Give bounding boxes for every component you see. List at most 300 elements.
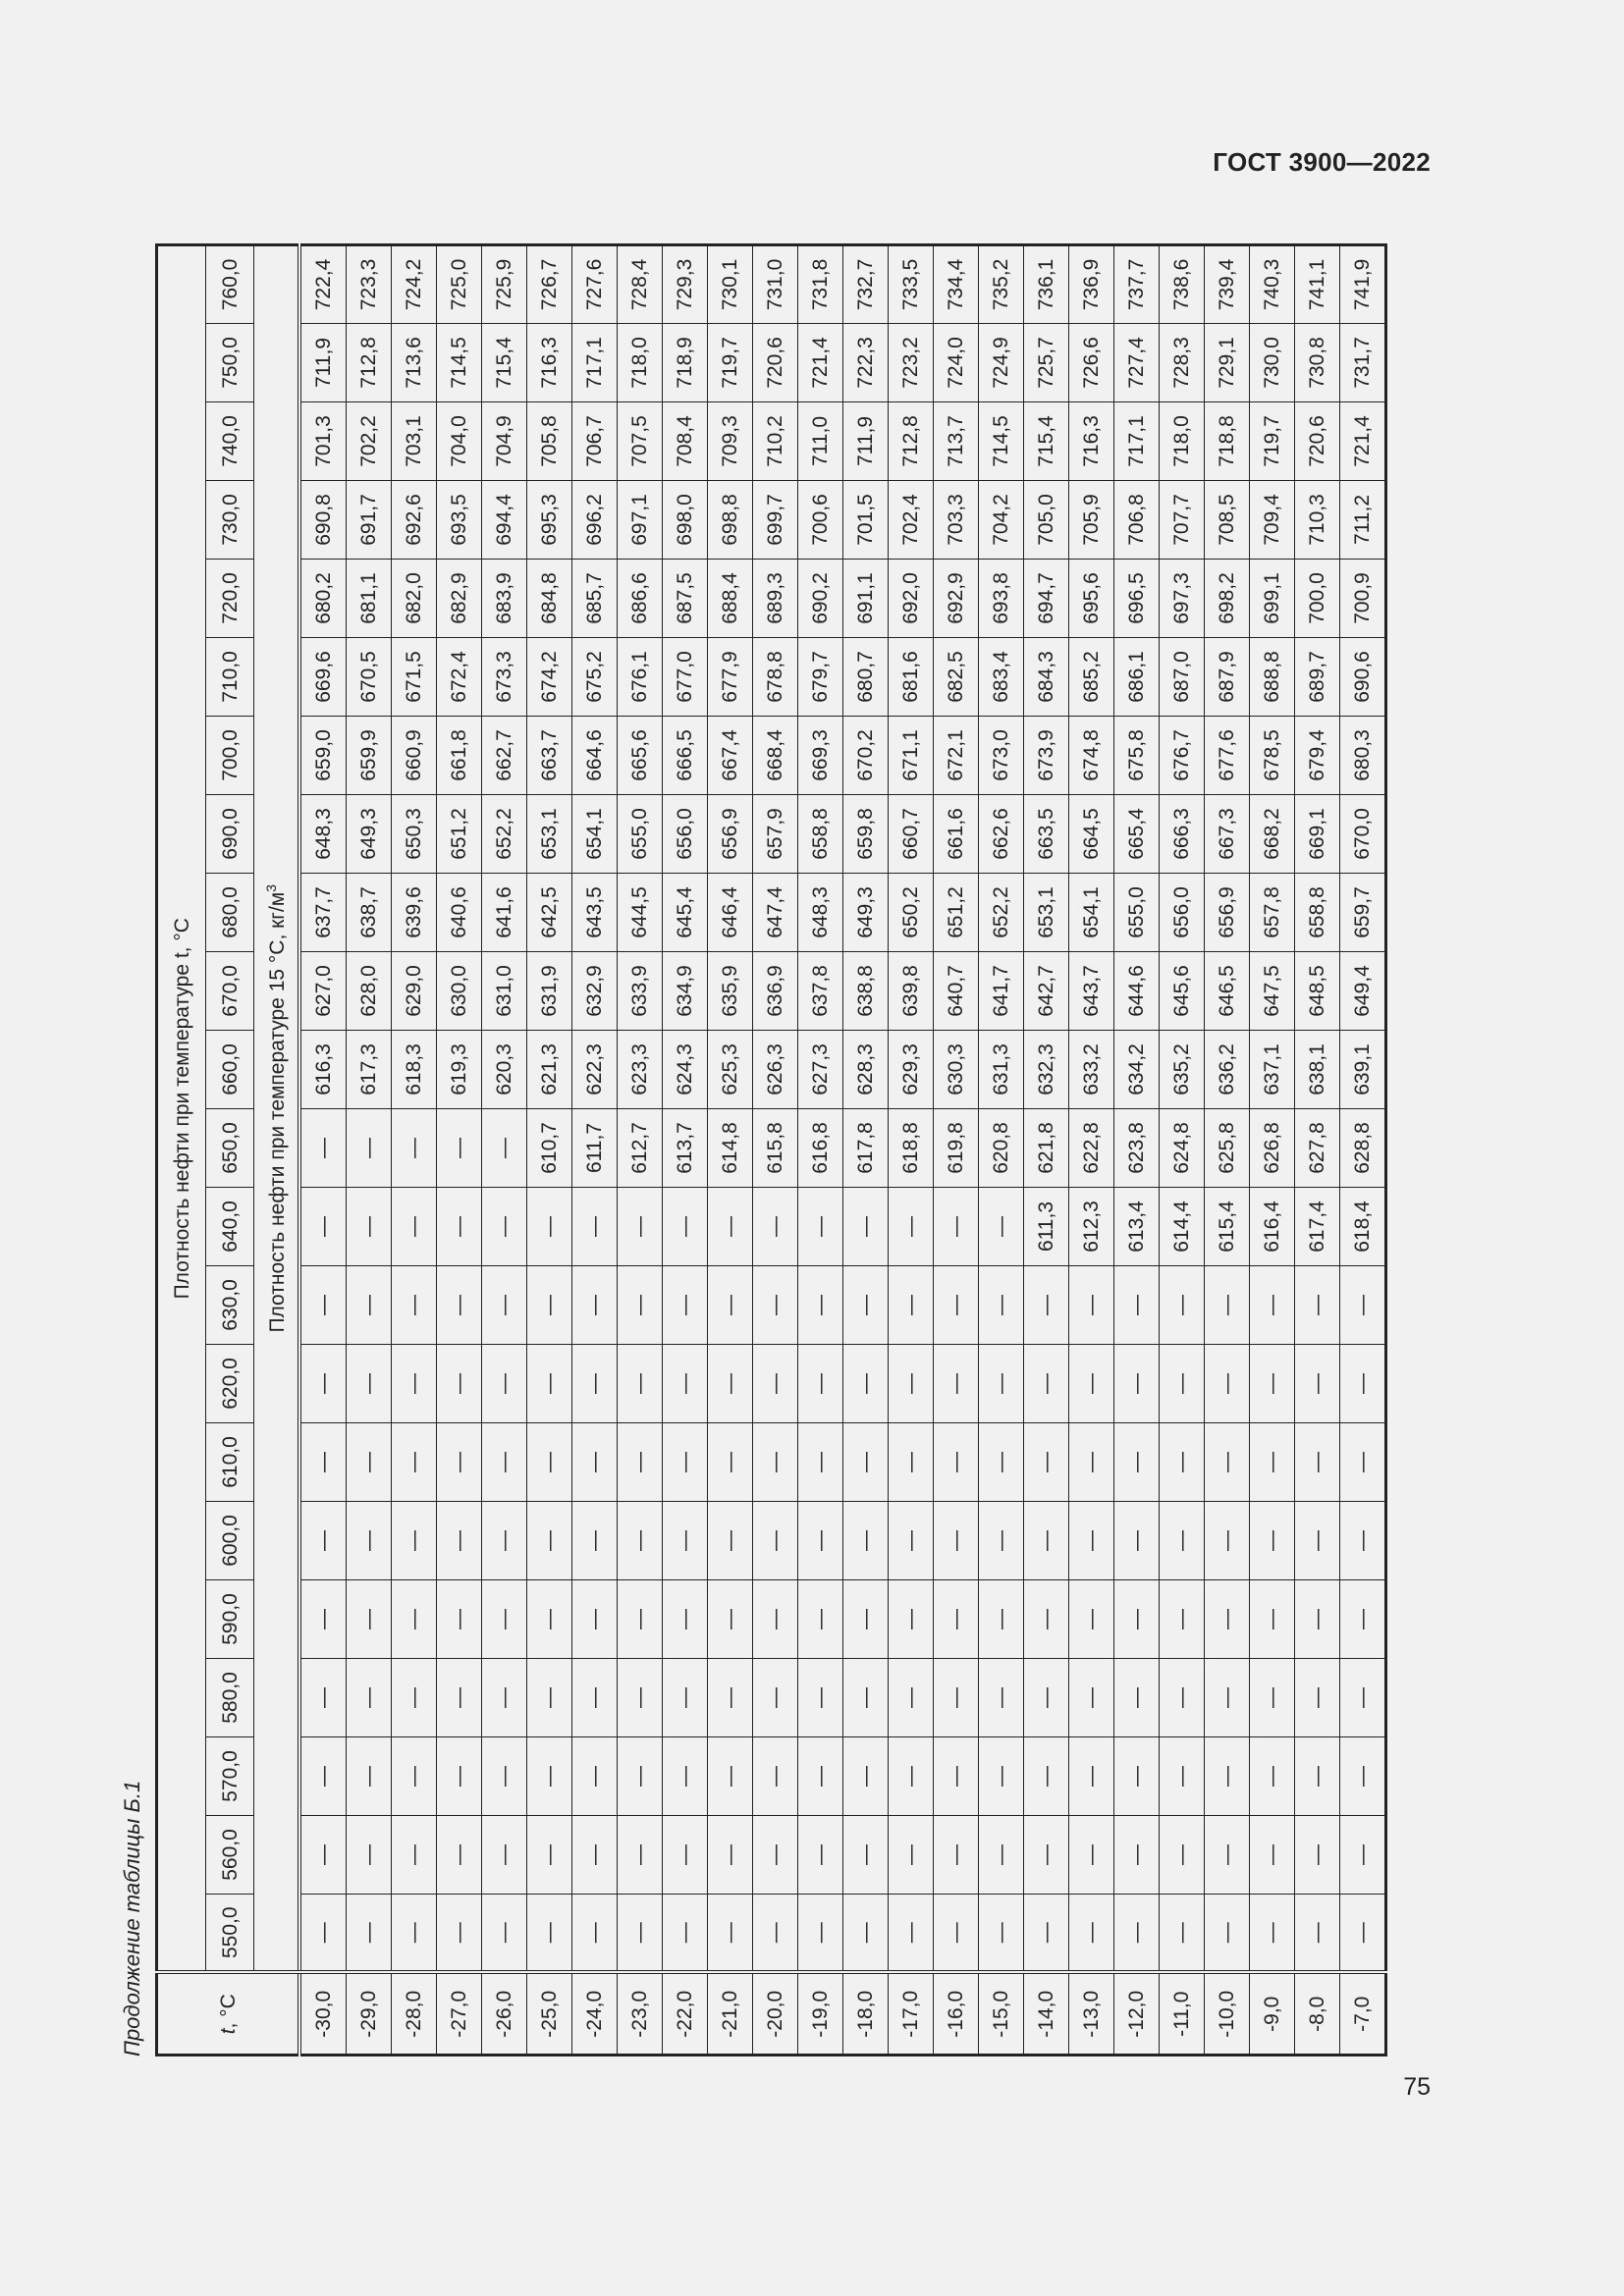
density-cell: 682,5 xyxy=(934,638,979,717)
density-cell: — xyxy=(1024,1423,1069,1502)
density-cell: — xyxy=(1250,1659,1295,1737)
table-row xyxy=(437,245,482,2056)
density-cell: — xyxy=(663,1737,708,1816)
density-cell: 680,7 xyxy=(843,638,889,717)
column-header: 750,0 xyxy=(206,324,254,402)
density-cell: — xyxy=(392,1502,437,1580)
density-cell: 660,7 xyxy=(889,795,934,874)
density-cell: 697,1 xyxy=(618,481,663,560)
temperature-cell: -10,0 xyxy=(1205,1973,1250,2056)
density-cell: 725,9 xyxy=(482,245,527,324)
density-cell: — xyxy=(1295,1423,1340,1502)
density-cell: 693,8 xyxy=(979,560,1024,638)
density-cell: — xyxy=(934,1580,979,1659)
temperature-cell: -21,0 xyxy=(708,1973,753,2056)
column-header: 550,0 xyxy=(206,1895,254,1973)
subheader-sup: 3 xyxy=(263,883,279,892)
density-cell: — xyxy=(1205,1266,1250,1345)
density-cell: — xyxy=(347,1816,392,1895)
density-cell: — xyxy=(527,1816,572,1895)
density-cell: — xyxy=(1205,1345,1250,1423)
density-cell: 677,6 xyxy=(1205,717,1250,795)
density-cell: 690,2 xyxy=(798,560,843,638)
density-cell: 658,8 xyxy=(798,795,843,874)
density-cell: — xyxy=(753,1580,798,1659)
density-cell: 634,2 xyxy=(1114,1031,1160,1109)
density-cell: — xyxy=(527,1895,572,1973)
density-cell: — xyxy=(753,1502,798,1580)
density-cell: — xyxy=(437,1502,482,1580)
density-cell: — xyxy=(1069,1737,1114,1816)
density-cell: — xyxy=(299,1109,347,1188)
density-cell: — xyxy=(753,1266,798,1345)
density-cell: — xyxy=(1205,1659,1250,1737)
column-header: 760,0 xyxy=(206,245,254,324)
density-cell: 687,5 xyxy=(663,560,708,638)
table-row xyxy=(1295,245,1340,2056)
density-cell: — xyxy=(527,1188,572,1266)
density-cell: 706,7 xyxy=(572,402,618,481)
density-cell: 740,3 xyxy=(1250,245,1295,324)
table-row xyxy=(1114,245,1160,2056)
density-cell: — xyxy=(843,1345,889,1423)
density-cell: — xyxy=(299,1895,347,1973)
density-cell: 628,8 xyxy=(1340,1109,1386,1188)
density-cell: 718,9 xyxy=(663,324,708,402)
density-cell: — xyxy=(1340,1895,1386,1973)
density-cell: — xyxy=(1069,1423,1114,1502)
density-cell: — xyxy=(392,1423,437,1502)
density-cell: — xyxy=(618,1423,663,1502)
density-cell: — xyxy=(708,1659,753,1737)
density-cell: — xyxy=(1295,1737,1340,1816)
density-cell: — xyxy=(572,1345,618,1423)
density-cell: 667,4 xyxy=(708,717,753,795)
density-cell: 659,8 xyxy=(843,795,889,874)
density-cell: 704,9 xyxy=(482,402,527,481)
density-cell: 618,8 xyxy=(889,1109,934,1188)
density-cell: 659,7 xyxy=(1340,874,1386,952)
density-cell: — xyxy=(843,1895,889,1973)
density-cell: — xyxy=(753,1816,798,1895)
density-cell: 686,6 xyxy=(618,560,663,638)
density-cell: 722,4 xyxy=(299,245,347,324)
table-row xyxy=(1250,245,1295,2056)
density-cell: 680,3 xyxy=(1340,717,1386,795)
density-cell: 648,3 xyxy=(798,874,843,952)
density-cell: — xyxy=(347,1895,392,1973)
density-cell: 632,9 xyxy=(572,952,618,1031)
density-cell: — xyxy=(889,1737,934,1816)
density-cell: 644,6 xyxy=(1114,952,1160,1031)
density-cell: 683,9 xyxy=(482,560,527,638)
density-cell: 692,6 xyxy=(392,481,437,560)
density-cell: 638,7 xyxy=(347,874,392,952)
density-cell: 648,3 xyxy=(299,795,347,874)
column-header: 610,0 xyxy=(206,1423,254,1502)
density-cell: — xyxy=(979,1345,1024,1423)
density-cell: — xyxy=(299,1423,347,1502)
density-cell: 616,4 xyxy=(1250,1188,1295,1266)
density-cell: — xyxy=(889,1502,934,1580)
density-cell: 639,6 xyxy=(392,874,437,952)
density-cell: — xyxy=(1295,1266,1340,1345)
density-cell: 684,3 xyxy=(1024,638,1069,717)
density-cell: 664,5 xyxy=(1069,795,1114,874)
density-cell: 631,0 xyxy=(482,952,527,1031)
density-cell: — xyxy=(843,1659,889,1737)
density-cell: 694,4 xyxy=(482,481,527,560)
density-cell: 623,8 xyxy=(1114,1109,1160,1188)
density-cell: — xyxy=(1205,1580,1250,1659)
density-cell: 622,8 xyxy=(1069,1109,1114,1188)
density-cell: — xyxy=(482,1109,527,1188)
density-cell: — xyxy=(934,1737,979,1816)
density-cell: 676,7 xyxy=(1160,717,1205,795)
density-cell: — xyxy=(934,1502,979,1580)
density-cell: 737,7 xyxy=(1114,245,1160,324)
density-cell: 692,9 xyxy=(934,560,979,638)
temperature-cell: -12,0 xyxy=(1114,1973,1160,2056)
density-cell: — xyxy=(618,1737,663,1816)
density-cell: — xyxy=(934,1895,979,1973)
density-cell: 678,8 xyxy=(753,638,798,717)
density-cell: 695,3 xyxy=(527,481,572,560)
density-cell: — xyxy=(753,1188,798,1266)
density-cell: — xyxy=(392,1109,437,1188)
density-cell: — xyxy=(527,1737,572,1816)
density-cell: 676,1 xyxy=(618,638,663,717)
density-cell: 689,7 xyxy=(1295,638,1340,717)
density-cell: 718,8 xyxy=(1205,402,1250,481)
density-cell: — xyxy=(1024,1816,1069,1895)
density-cell: 700,9 xyxy=(1340,560,1386,638)
density-cell: 619,3 xyxy=(437,1031,482,1109)
density-cell: — xyxy=(1114,1423,1160,1502)
density-cell: — xyxy=(979,1580,1024,1659)
density-cell: 660,9 xyxy=(392,717,437,795)
density-cell: 637,7 xyxy=(299,874,347,952)
density-cell: 672,1 xyxy=(934,717,979,795)
temperature-cell: -26,0 xyxy=(482,1973,527,2056)
density-cell: — xyxy=(663,1345,708,1423)
density-cell: 621,3 xyxy=(527,1031,572,1109)
density-cell: — xyxy=(1160,1895,1205,1973)
density-cell: 620,3 xyxy=(482,1031,527,1109)
density-cell: 730,8 xyxy=(1295,324,1340,402)
density-cell: 682,9 xyxy=(437,560,482,638)
density-cell: 635,9 xyxy=(708,952,753,1031)
density-cell: — xyxy=(1340,1345,1386,1423)
density-cell: — xyxy=(618,1659,663,1737)
density-cell: — xyxy=(618,1188,663,1266)
table-row xyxy=(979,245,1024,2056)
density-cell: 727,6 xyxy=(572,245,618,324)
density-cell: 643,7 xyxy=(1069,952,1114,1031)
density-cell: 724,0 xyxy=(934,324,979,402)
density-cell: — xyxy=(979,1188,1024,1266)
density-cell: — xyxy=(798,1737,843,1816)
density-cell: 710,3 xyxy=(1295,481,1340,560)
density-cell: — xyxy=(708,1502,753,1580)
density-cell: 725,0 xyxy=(437,245,482,324)
density-cell: — xyxy=(347,1109,392,1188)
density-cell: — xyxy=(1069,1266,1114,1345)
density-cell: 645,6 xyxy=(1160,952,1205,1031)
density-cell: — xyxy=(1295,1659,1340,1737)
column-header: 600,0 xyxy=(206,1502,254,1580)
density-cell: 653,1 xyxy=(527,795,572,874)
density-cell: — xyxy=(663,1502,708,1580)
density-cell: — xyxy=(618,1345,663,1423)
density-cell: 721,4 xyxy=(1340,402,1386,481)
density-cell: 713,6 xyxy=(392,324,437,402)
density-cell: 705,9 xyxy=(1069,481,1114,560)
density-cell: — xyxy=(1160,1580,1205,1659)
density-cell: — xyxy=(708,1345,753,1423)
density-cell: 649,3 xyxy=(347,795,392,874)
density-cell: — xyxy=(843,1816,889,1895)
density-cell: 652,2 xyxy=(979,874,1024,952)
subheader xyxy=(254,245,300,1973)
density-cell: 656,9 xyxy=(708,795,753,874)
density-cell: — xyxy=(527,1659,572,1737)
density-cell: 616,3 xyxy=(299,1031,347,1109)
density-cell: — xyxy=(482,1895,527,1973)
density-cell: — xyxy=(347,1737,392,1816)
density-cell: 690,6 xyxy=(1340,638,1386,717)
density-cell: 714,5 xyxy=(437,324,482,402)
density-cell: — xyxy=(708,1737,753,1816)
density-cell: 724,9 xyxy=(979,324,1024,402)
density-cell: — xyxy=(1114,1266,1160,1345)
density-cell: 686,1 xyxy=(1114,638,1160,717)
column-header: 590,0 xyxy=(206,1580,254,1659)
density-cell: — xyxy=(482,1816,527,1895)
density-cell: 693,5 xyxy=(437,481,482,560)
density-cell: 662,6 xyxy=(979,795,1024,874)
density-cell: 677,9 xyxy=(708,638,753,717)
density-cell: 651,2 xyxy=(437,795,482,874)
density-cell: 637,1 xyxy=(1250,1031,1295,1109)
density-cell: 703,3 xyxy=(934,481,979,560)
density-cell: — xyxy=(347,1188,392,1266)
density-cell: 656,9 xyxy=(1205,874,1250,952)
density-cell: 704,2 xyxy=(979,481,1024,560)
column-header: 660,0 xyxy=(206,1031,254,1109)
density-cell: — xyxy=(392,1266,437,1345)
density-cell: 683,4 xyxy=(979,638,1024,717)
density-cell: 669,6 xyxy=(299,638,347,717)
density-cell: 731,7 xyxy=(1340,324,1386,402)
density-cell: 729,1 xyxy=(1205,324,1250,402)
density-cell: 719,7 xyxy=(708,324,753,402)
t-variable: t xyxy=(216,2028,240,2035)
density-cell: 696,2 xyxy=(572,481,618,560)
density-cell: — xyxy=(889,1345,934,1423)
density-cell: — xyxy=(1160,1659,1205,1737)
temperature-cell: -8,0 xyxy=(1295,1973,1340,2056)
density-cell: 675,2 xyxy=(572,638,618,717)
table-row xyxy=(572,245,618,2056)
density-cell: 702,4 xyxy=(889,481,934,560)
density-cell: 655,0 xyxy=(1114,874,1160,952)
temperature-cell: -9,0 xyxy=(1250,1973,1295,2056)
density-cell: 681,1 xyxy=(347,560,392,638)
density-cell: 723,3 xyxy=(347,245,392,324)
density-cell: 634,9 xyxy=(663,952,708,1031)
density-cell: 709,4 xyxy=(1250,481,1295,560)
table-row xyxy=(1024,245,1069,2056)
density-cell: — xyxy=(392,1188,437,1266)
density-cell: — xyxy=(979,1266,1024,1345)
density-cell: — xyxy=(1114,1345,1160,1423)
temperature-cell: -20,0 xyxy=(753,1973,798,2056)
table-row xyxy=(1340,245,1386,2056)
density-cell: 650,2 xyxy=(889,874,934,952)
density-cell: 612,3 xyxy=(1069,1188,1114,1266)
density-cell: 661,8 xyxy=(437,717,482,795)
density-cell: 717,1 xyxy=(1114,402,1160,481)
density-cell: 671,1 xyxy=(889,717,934,795)
density-cell: 666,5 xyxy=(663,717,708,795)
density-cell: — xyxy=(482,1580,527,1659)
density-cell: — xyxy=(1069,1502,1114,1580)
density-cell: — xyxy=(482,1737,527,1816)
density-cell: — xyxy=(392,1816,437,1895)
density-cell: — xyxy=(798,1895,843,1973)
density-cell: — xyxy=(1069,1580,1114,1659)
density-cell: — xyxy=(437,1109,482,1188)
density-cell: — xyxy=(1250,1580,1295,1659)
density-cell: 643,5 xyxy=(572,874,618,952)
density-cell: — xyxy=(889,1580,934,1659)
density-cell: — xyxy=(347,1502,392,1580)
density-cell: — xyxy=(347,1580,392,1659)
density-cell: — xyxy=(798,1188,843,1266)
density-cell: 640,6 xyxy=(437,874,482,952)
density-cell: — xyxy=(1160,1423,1205,1502)
temperature-cell: -13,0 xyxy=(1069,1973,1114,2056)
density-cell: — xyxy=(1295,1816,1340,1895)
density-cell: — xyxy=(1205,1502,1250,1580)
density-cell: — xyxy=(1024,1659,1069,1737)
density-cell: — xyxy=(1205,1423,1250,1502)
table-row xyxy=(889,245,934,2056)
density-cell: 721,4 xyxy=(798,324,843,402)
density-cell: 624,3 xyxy=(663,1031,708,1109)
density-cell: 630,3 xyxy=(934,1031,979,1109)
density-cell: — xyxy=(1340,1580,1386,1659)
density-cell: 728,4 xyxy=(618,245,663,324)
density-cell: — xyxy=(1114,1580,1160,1659)
density-cell: 625,3 xyxy=(708,1031,753,1109)
density-cell: 615,8 xyxy=(753,1109,798,1188)
density-cell: 689,3 xyxy=(753,560,798,638)
density-cell: — xyxy=(1160,1737,1205,1816)
density-cell: 670,5 xyxy=(347,638,392,717)
density-cell: 708,5 xyxy=(1205,481,1250,560)
density-cell: — xyxy=(1205,1816,1250,1895)
density-cell: 631,3 xyxy=(979,1031,1024,1109)
density-cell: — xyxy=(437,1580,482,1659)
density-cell: — xyxy=(299,1502,347,1580)
density-cell: 714,5 xyxy=(979,402,1024,481)
density-cell: — xyxy=(618,1895,663,1973)
column-header: 560,0 xyxy=(206,1816,254,1895)
density-cell: 711,2 xyxy=(1340,481,1386,560)
density-cell: 673,3 xyxy=(482,638,527,717)
density-cell: 641,6 xyxy=(482,874,527,952)
temperature-cell: -16,0 xyxy=(934,1973,979,2056)
density-cell: 736,1 xyxy=(1024,245,1069,324)
column-header: 680,0 xyxy=(206,874,254,952)
density-cell: 739,4 xyxy=(1205,245,1250,324)
density-cell: — xyxy=(889,1266,934,1345)
density-cell: — xyxy=(798,1502,843,1580)
density-cell: 658,8 xyxy=(1295,874,1340,952)
density-cell: 702,2 xyxy=(347,402,392,481)
density-cell: — xyxy=(1340,1502,1386,1580)
density-cell: 644,5 xyxy=(618,874,663,952)
density-cell: 665,4 xyxy=(1114,795,1160,874)
density-cell: 700,0 xyxy=(1295,560,1340,638)
density-cell: — xyxy=(1024,1737,1069,1816)
density-cell: 726,7 xyxy=(527,245,572,324)
density-cell: 733,5 xyxy=(889,245,934,324)
temperature-cell: -19,0 xyxy=(798,1973,843,2056)
density-cell: — xyxy=(299,1659,347,1737)
density-cell: — xyxy=(889,1659,934,1737)
density-cell: 627,8 xyxy=(1295,1109,1340,1188)
density-cell: — xyxy=(979,1659,1024,1737)
density-cell: 678,5 xyxy=(1250,717,1295,795)
density-cell: 614,4 xyxy=(1160,1188,1205,1266)
density-cell: — xyxy=(1069,1816,1114,1895)
density-cell: 621,8 xyxy=(1024,1109,1069,1188)
density-cell: — xyxy=(843,1502,889,1580)
density-cell: 654,1 xyxy=(1069,874,1114,952)
density-cell: — xyxy=(1024,1266,1069,1345)
density-cell: — xyxy=(299,1266,347,1345)
subheader-text: Плотность нефти при температуре 15 °С, кг/м xyxy=(266,891,289,1333)
page-number: 75 xyxy=(1403,2073,1431,2101)
density-cell: — xyxy=(843,1737,889,1816)
density-cell: — xyxy=(392,1737,437,1816)
density-cell: 627,0 xyxy=(299,952,347,1031)
density-cell: 701,5 xyxy=(843,481,889,560)
density-cell: — xyxy=(1250,1737,1295,1816)
temperature-cell: -15,0 xyxy=(979,1973,1024,2056)
density-cell: 685,2 xyxy=(1069,638,1114,717)
density-cell: — xyxy=(1340,1816,1386,1895)
density-cell: 653,1 xyxy=(1024,874,1069,952)
density-cell: — xyxy=(663,1659,708,1737)
density-cell: 635,2 xyxy=(1160,1031,1205,1109)
density-cell: 723,2 xyxy=(889,324,934,402)
density-cell: 616,8 xyxy=(798,1109,843,1188)
density-cell: — xyxy=(527,1345,572,1423)
density-cell: — xyxy=(1160,1502,1205,1580)
density-cell: 718,0 xyxy=(618,324,663,402)
density-cell: — xyxy=(1250,1266,1295,1345)
density-cell: — xyxy=(437,1188,482,1266)
temperature-cell: -23,0 xyxy=(618,1973,663,2056)
density-cell: — xyxy=(572,1502,618,1580)
density-cell: — xyxy=(798,1816,843,1895)
column-header: 740,0 xyxy=(206,402,254,481)
table-row xyxy=(1069,245,1114,2056)
